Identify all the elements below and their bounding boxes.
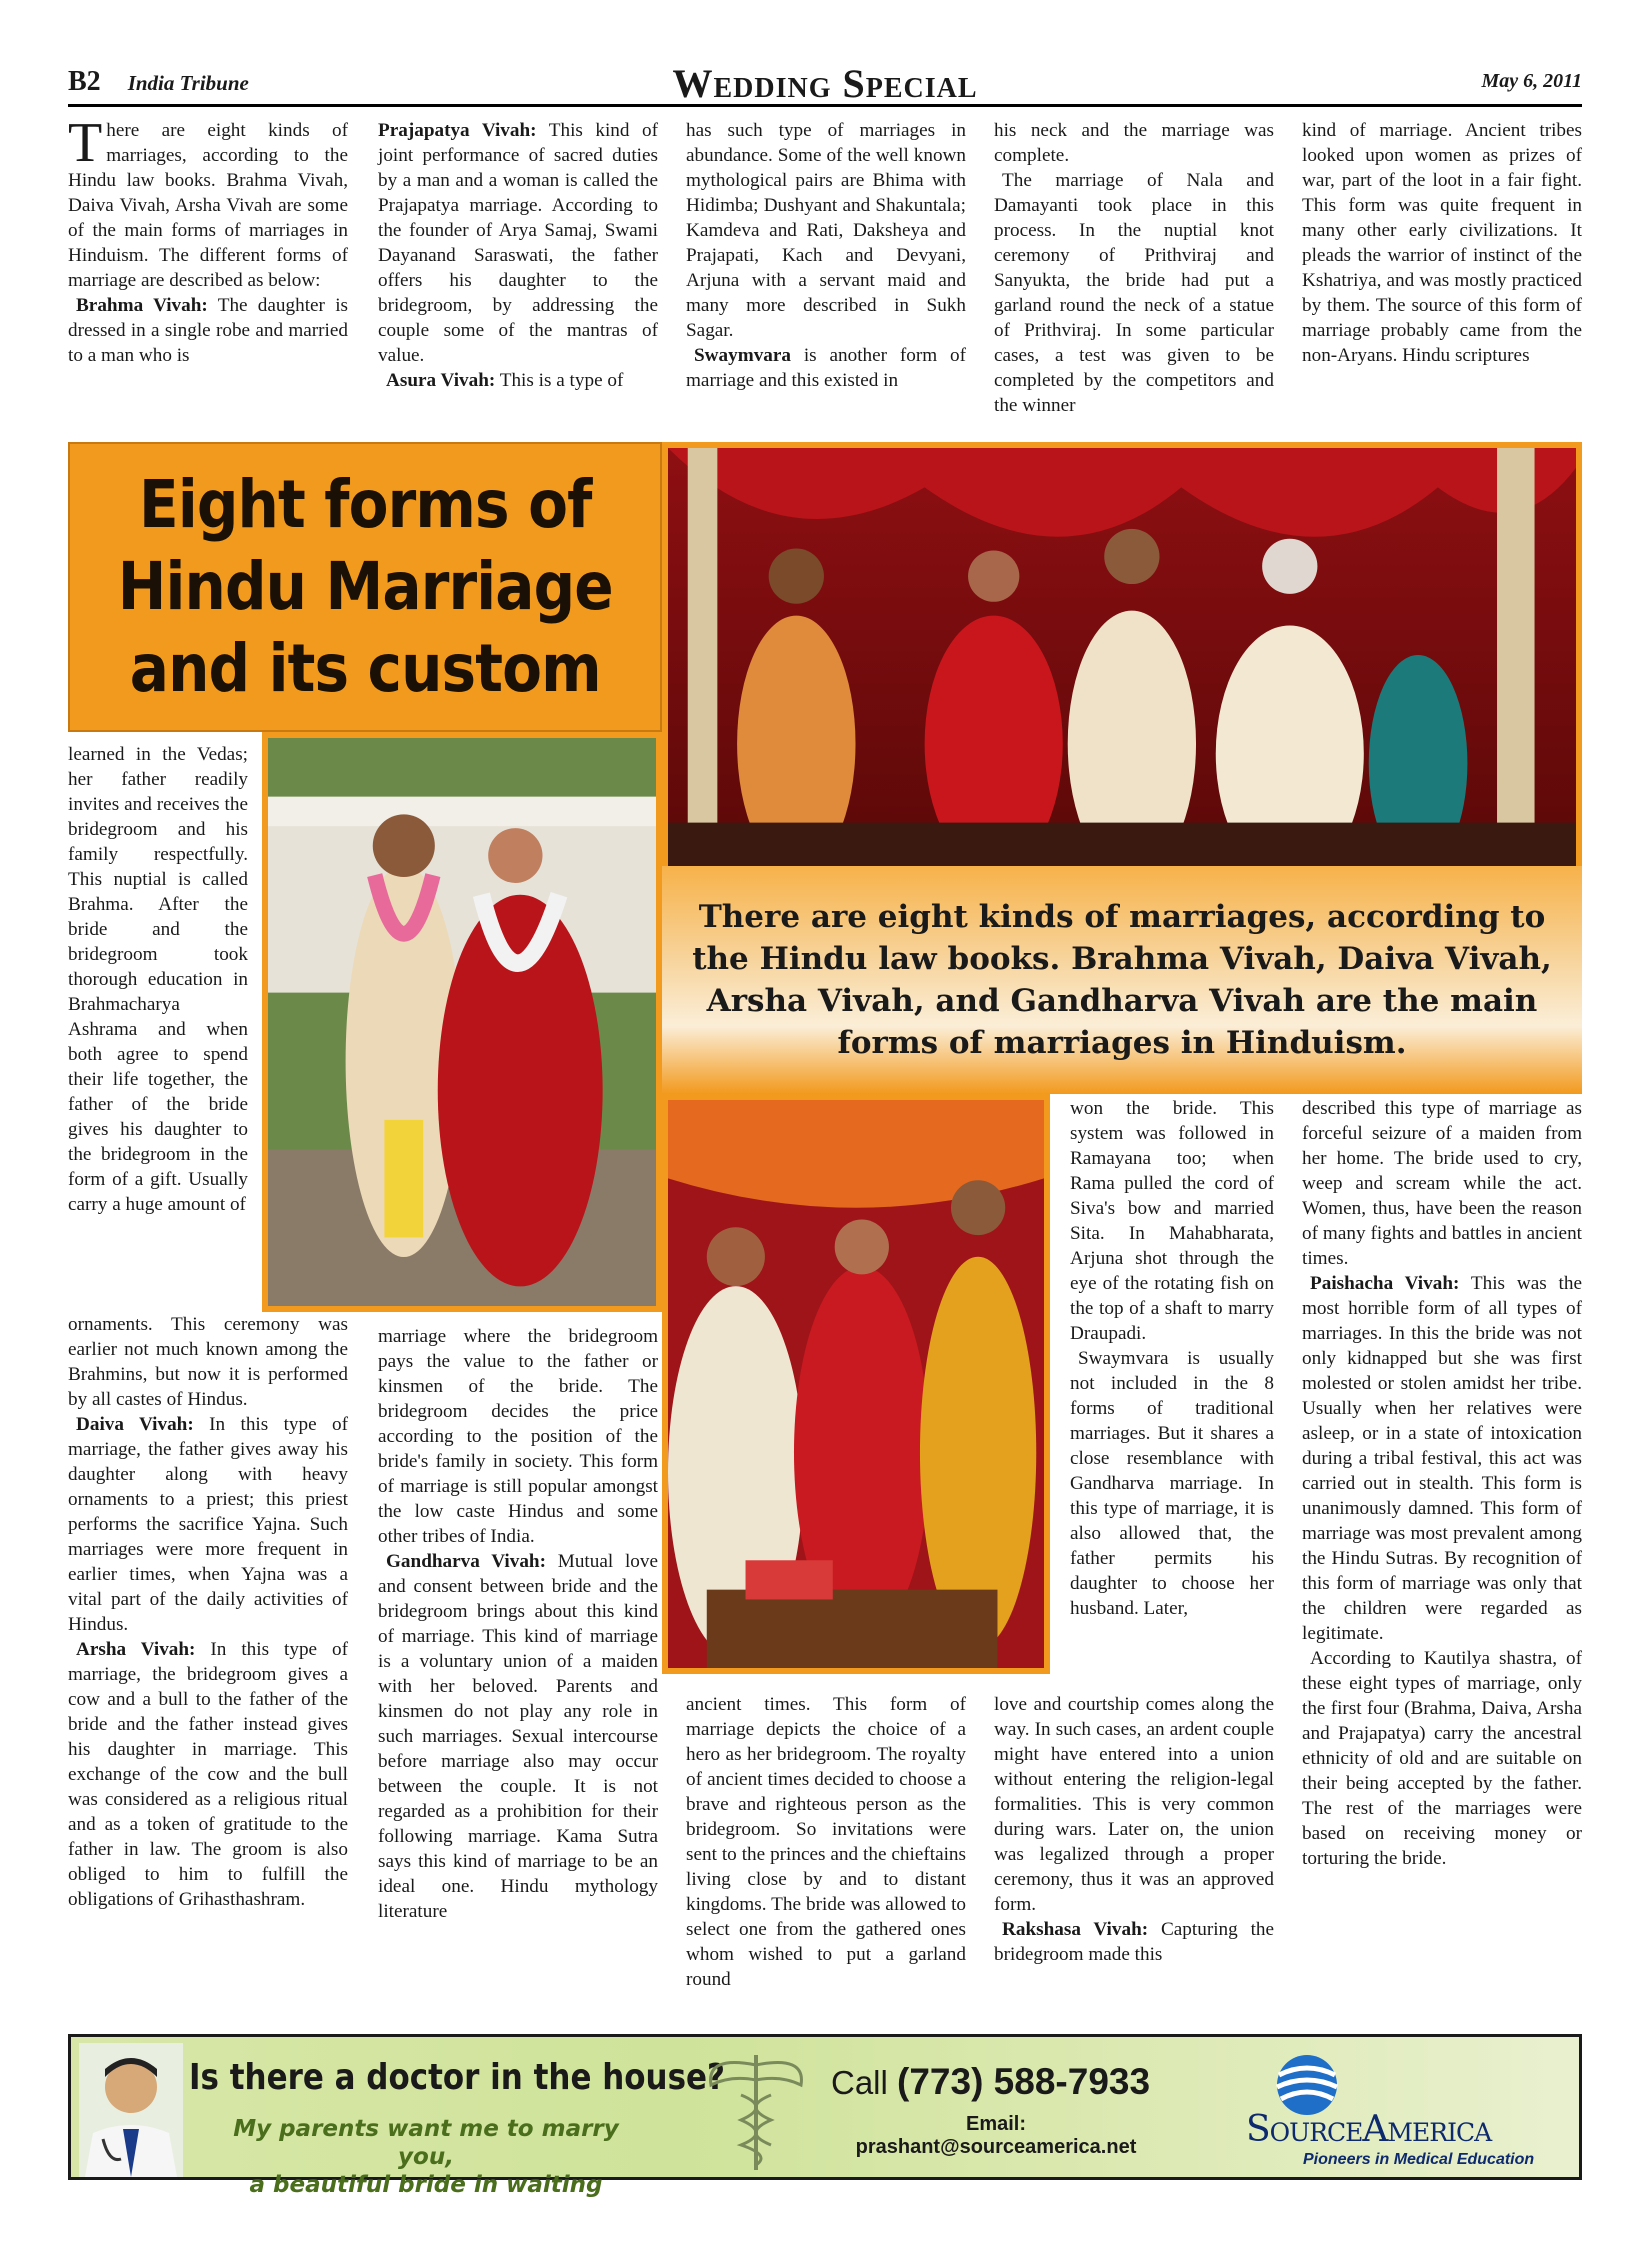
paragraph: love and courtship comes along the way. In such cases, an ardent couple might have entered into a union without entering the religion-legal formalities. This is very common during wars. Later on, the union was legalized through a proper ceremony, thus it was an approved form. bbox=[994, 1694, 1274, 1915]
globe-logo-icon bbox=[1261, 2045, 1353, 2115]
paragraph: According to Kautilya shastra, of these eight types of marriage, only the first four (Brahma, Daiva, Arsha and Prajapatya) carry the ancestral ethnicity of old and are suitable on their being accepted by the father. The rest of the marriages were based on receiving money or torturing the bride. bbox=[1302, 1648, 1582, 1869]
paragraph: Mutual love and consent between bride and the bridegroom brings about this kind of marriage. This kind of marriage is a voluntary union of a maiden with her beloved. Parents and kinsmen do not play any role in such marriages. Sexual intercourse before marriage also may occur between the couple. It is not regarded as a prohibition for their following marriage. Kama Sutra says this kind of marriage to be an ideal one. Hindu mythology literature bbox=[378, 1551, 658, 1922]
ad-subline-1: My parents want me to marry you, bbox=[233, 2116, 619, 2170]
column-4-top bbox=[994, 118, 1274, 418]
section-title: Wedding Special bbox=[672, 61, 978, 106]
term: Gandharva Vivah: bbox=[386, 1551, 546, 1572]
column-3-top bbox=[686, 118, 966, 418]
headline bbox=[117, 464, 612, 710]
column-1-lower bbox=[68, 1312, 348, 2018]
wedding-ceremony-photo-main bbox=[662, 442, 1582, 866]
paragraph: This was the most horrible form of all types of marriages. In this the bride was not only kidnapped but she was first molested or stolen amidst her tribe. Usually when her relatives were asleep, or in a state of intoxication during a tribal festival, this act was carried out in stealth. This form is unanimously damned. This form of marriage was most prevalent among the Hindu Sutras. By recognition of this form of marriage was only that the children were regarded as legitimate. bbox=[1302, 1273, 1582, 1644]
paragraph: ornaments. This ceremony was earlier not much known among the Brahmins, but now it is performed by all castes of Hindus. bbox=[68, 1314, 348, 1410]
column-4-mid bbox=[1070, 1096, 1274, 1686]
term: Prajapatya Vivah: bbox=[378, 120, 537, 141]
column-4-lower bbox=[994, 1692, 1274, 2018]
doctor-photo bbox=[79, 2043, 183, 2177]
term: Arsha Vivah: bbox=[76, 1639, 196, 1660]
brand-name: SourceAmerica bbox=[1246, 2109, 1492, 2150]
paragraph: Capturing the bridegroom made this bbox=[994, 1919, 1275, 1965]
paragraph: In this type of marriage, the father gives away his daughter along with heavy ornaments to a priest; this priest performs the sacrifice Yajna. Such marriages were more frequent in earlier times, when Yajna was a vital part of the daily activities of Hindus. bbox=[68, 1414, 348, 1635]
paragraph: learned in the Vedas; her father readily invites and receives the bridegroom and his family respectfully. This nuptial is called Brahma. After the bride and the bridegroom took thorough education in Brahmacharya Ashrama and when both agree to spend their life together, the father of the bride gives his daughter to the bridegroom in the form of a gift. Usually carry a huge amount of bbox=[68, 744, 248, 1215]
ad-email-block bbox=[831, 2113, 1161, 2159]
pull-quote-box bbox=[662, 866, 1582, 1094]
column-1-top bbox=[68, 112, 348, 418]
column-5-top bbox=[1302, 118, 1582, 418]
paragraph: This kind of joint performance of sacred duties by a man and a woman is called the Prajapatya marriage. According to the founder of Arya Samaj, Swami Dayanand Saraswati, the father offers his daughter to the bridegroom, by addressing the couple some of the mantras of value. bbox=[378, 120, 658, 366]
column-1-narrow bbox=[68, 742, 248, 1312]
column-5-lower bbox=[1302, 1096, 1582, 2018]
paragraph: here are eight kinds of marriages, according to the Hindu law books. Brahma Vivah, Daiva Vivah, Arsha Vivah are some of the main forms of marriages in Hinduism. The different forms of marriage are described as below: bbox=[68, 120, 348, 291]
term: Rakshasa Vivah: bbox=[1002, 1919, 1149, 1940]
wedding-ceremony-illustration bbox=[668, 448, 1576, 866]
term: Brahma Vivah: bbox=[76, 295, 208, 316]
paragraph: has such type of marriages in abundance. Some of the well known mythological pairs are Bhima with Hidimba; Dushyant and Shakuntala; Kamdeva and Rati, Daksheya and Prajapati, Kach and Devyani, Arjuna with a servant maid and many more described in Sukh Sagar. bbox=[686, 120, 966, 341]
page-number: B2 bbox=[68, 66, 101, 97]
ad-headline: Is there a doctor in the house? bbox=[189, 2057, 725, 2098]
pull-quote: There are eight kinds of marriages, according to the Hindu law books. Brahma Vivah, Daiva Vivah, Arsha Vivah, and Gandharva Vivah are the main forms of marriages in Hinduism. bbox=[692, 899, 1552, 1061]
bride-groom-photo bbox=[262, 732, 662, 1312]
column-2-lower bbox=[378, 1324, 658, 2018]
drop-cap: T bbox=[68, 112, 103, 174]
couple-illustration bbox=[268, 738, 656, 1306]
term: Asura Vivah: bbox=[386, 370, 496, 391]
paragraph: won the bride. This system was followed in Ramayana too; when Rama pulled the cord of Siva's bow and married Sita. In Mahabharata, Arjuna shot through the eye of the rotating fish on the top of a shaft to marry Draupadi. bbox=[1070, 1098, 1274, 1344]
paragraph: The marriage of Nala and Damayanti took place in this process. In the nuptial knot ceremony of Prithviraj and Sanyukta, the bride had put a garland round the neck of a statue of Prithviraj. In some particular cases, a test was given to be completed by the competitors and the winner bbox=[994, 170, 1274, 416]
paragraph: is another form of marriage and this existed in bbox=[686, 345, 966, 391]
advertisement[interactable] bbox=[68, 2034, 1582, 2198]
email-label: Email: bbox=[965, 2113, 1027, 2135]
paragraph: marriage where the bridegroom pays the value to the father or kinsmen of the bride. The bridegroom decides the price according to the position of the bride's family in society. This form of marriage is still popular amongst the low caste Hindus and some other tribes of India. bbox=[378, 1326, 658, 1547]
call-label: Call bbox=[831, 2064, 888, 2101]
ad-call bbox=[831, 2061, 1150, 2103]
paragraph: ancient times. This form of marriage depicts the choice of a hero as her bridegroom. The royalty of ancient times decided to choose a brave and righteous person as the bridegroom. So invitations were sent to the princes and the chieftains living close by and to distant kingdoms. The bride was allowed to select one from the gathered ones whom wished to put a garland round bbox=[686, 1694, 966, 1990]
column-3-lower bbox=[686, 1692, 966, 2018]
headline-line-3: and its custom bbox=[129, 630, 601, 707]
ad-subline bbox=[216, 2115, 636, 2199]
email-link[interactable]: prashant@sourceamerica.net bbox=[855, 2136, 1137, 2158]
caduceus-icon bbox=[701, 2045, 811, 2175]
term: Paishacha Vivah: bbox=[1310, 1273, 1460, 1294]
issue-date: May 6, 2011 bbox=[1481, 70, 1582, 92]
paragraph: kind of marriage. Ancient tribes looked upon women as prizes of war, part of the loot in a fair fight. This form was quite frequent in many other early civilizations. It pleads the warrior of instinct of the Kshatriya, and was mostly practiced by them. The source of this form of marriage probably came from the non-Aryans. Hindu scriptures bbox=[1302, 120, 1582, 366]
brand-tagline: Pioneers in Medical Education bbox=[1303, 2151, 1535, 2168]
paragraph: his neck and the marriage was complete. bbox=[994, 120, 1274, 166]
paragraph: The daughter is dressed in a single robe and married to a man who is bbox=[68, 295, 348, 366]
term: Swaymvara bbox=[694, 345, 791, 366]
page-header-left bbox=[68, 66, 249, 98]
header-rule bbox=[68, 104, 1582, 107]
headline-line-1: Eight forms of bbox=[138, 466, 592, 543]
paragraph: This is a type of bbox=[499, 370, 624, 391]
paragraph: In this type of marriage, the bridegroom gives a cow and a bull to the father of the bride and the father instead gives his daughter in marriage. This exchange of the cow and the bull was considered as a religious ritual and as a token of gratitude to the father in law. The groom is also obliged to him to fulfill the obligations of Grihasthashram. bbox=[68, 1639, 348, 1910]
wedding-ritual-photo bbox=[662, 1094, 1050, 1674]
column-2-top bbox=[378, 118, 658, 418]
ritual-illustration bbox=[668, 1100, 1044, 1668]
publication-name: India Tribune bbox=[127, 71, 249, 95]
paragraph: Swaymvara is usually not included in the 8 forms of traditional marriages. But it shares a close resemblance with Gandharva marriage. In this type of marriage, it is also allowed that, the father permits his daughter to choose her husband. Later, bbox=[1070, 1348, 1274, 1619]
headline-banner bbox=[68, 442, 662, 732]
term: Daiva Vivah: bbox=[76, 1414, 194, 1435]
headline-line-2: Hindu Marriage bbox=[117, 548, 613, 625]
ad-subline-2: a beautiful bride in waiting bbox=[249, 2172, 603, 2198]
paragraph: described this type of marriage as forceful seizure of a maiden from her home. The bride used to cry, weep and scream while the act. Women, thus, have been the reason of many fights and battles in ancient times. bbox=[1302, 1098, 1582, 1269]
phone-number[interactable]: (773) 588-7933 bbox=[897, 2061, 1151, 2102]
